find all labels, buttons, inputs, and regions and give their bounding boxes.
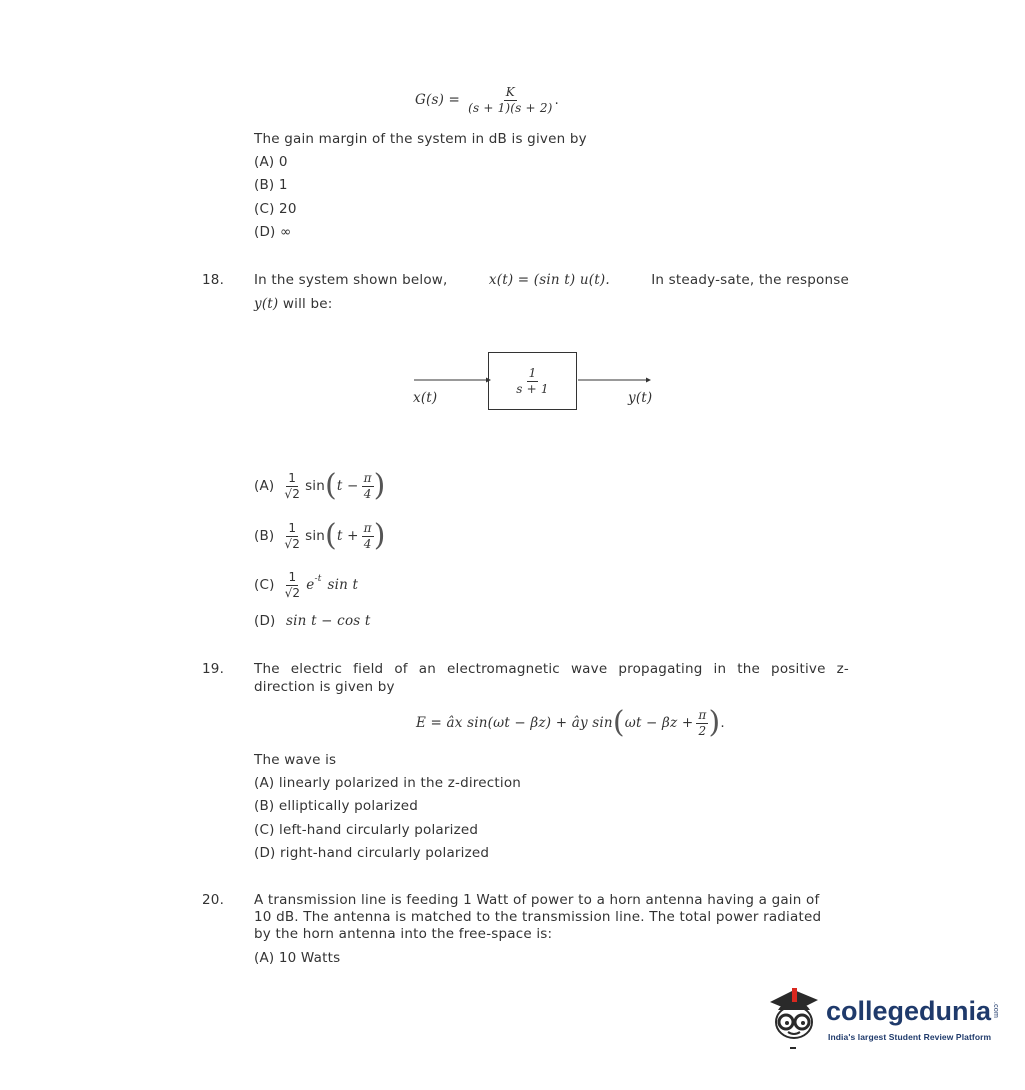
- q18-stem-will-be: will be:: [282, 296, 333, 312]
- q19-option-d: (D) right-hand circularly polarized: [254, 845, 490, 861]
- q19-wave-is: The wave is: [254, 752, 337, 768]
- q18-option-b-coef-num: 1: [288, 520, 297, 535]
- q18-option-a-pi-frac: [362, 472, 374, 501]
- q18-option-a-coef: [282, 472, 302, 501]
- q18-number: 18.: [202, 272, 225, 288]
- q18-stem-start: In the system shown below,: [254, 272, 448, 288]
- q18-option-b-coef-den: √2: [284, 536, 301, 551]
- q18-stem-end: In steady-sate, the response: [651, 272, 849, 288]
- q20-line3: by the horn antenna into the free-space is:: [254, 926, 553, 942]
- q18-option-c: [254, 564, 358, 606]
- q17-option-a: (A) 0: [254, 154, 288, 170]
- q18-option-b: [254, 515, 386, 557]
- q17-option-c: (C) 20: [254, 201, 297, 217]
- q19-eq-pi: π: [698, 707, 707, 722]
- q17-g-den: (s + 1)(s + 2): [468, 100, 553, 115]
- logo-brand-text: collegedunia: [826, 996, 992, 1026]
- q18-option-a-coef-num: 1: [288, 470, 297, 485]
- q18-stem-line1: [254, 272, 849, 288]
- q19-eq-lparen: (: [612, 705, 625, 740]
- q17-option-b: (B) 1: [254, 177, 288, 193]
- q18-option-c-exp-sup: -t: [314, 574, 322, 584]
- q20-line2: 10 dB. The antenna is matched to the transmission line. The total power radiated: [254, 909, 822, 925]
- q19-number: 19.: [202, 661, 225, 677]
- q18-option-b-coef: [282, 522, 302, 551]
- q18-option-c-coef-num: 1: [288, 569, 297, 584]
- q18-input-label: x(t): [413, 390, 438, 406]
- q18-block-den: s + 1: [516, 381, 549, 396]
- q18-option-a: [254, 465, 386, 507]
- q18-option-a-pi: π: [363, 470, 372, 485]
- q18-option-c-label: (C): [254, 577, 275, 593]
- logo-brand: [826, 996, 999, 1027]
- q18-option-b-arg: t +: [336, 528, 359, 544]
- q18-option-c-coef: [283, 571, 303, 600]
- q18-stem-math: x(t) = (sin t) u(t).: [488, 272, 610, 288]
- q18-option-a-arg: t −: [336, 478, 359, 494]
- q18-output-label: y(t): [628, 390, 653, 406]
- q18-block-num: 1: [528, 365, 537, 380]
- q17-option-d: (D) ∞: [254, 224, 292, 240]
- q19-field-equation: [416, 702, 725, 744]
- q18-output-arrowhead: [646, 378, 651, 383]
- q18-option-a-fn: sin: [305, 478, 326, 494]
- q19-option-b: (B) elliptically polarized: [254, 798, 419, 814]
- q18-option-c-exp: e: [306, 577, 315, 593]
- q20-line1: A transmission line is feeding 1 Watt of power to a horn antenna having a gain of: [254, 892, 820, 908]
- q18-option-a-four: 4: [363, 486, 372, 501]
- q18-option-d-label: (D): [254, 613, 276, 629]
- q18-transfer-block: [488, 352, 577, 410]
- q18-option-d-expr: sin t − cos t: [286, 613, 371, 629]
- q17-g-label: G(s) =: [415, 92, 461, 108]
- q18-option-c-fn: sin t: [327, 577, 359, 593]
- q18-option-a-label: (A): [254, 478, 275, 494]
- q19-option-c: (C) left-hand circularly polarized: [254, 822, 479, 838]
- q18-option-b-rparen: ): [373, 518, 386, 553]
- q19-stem-line2: direction is given by: [254, 679, 395, 695]
- q19-option-a: (A) linearly polarized in the z-direction: [254, 775, 522, 791]
- mascot-logo-icon: [764, 982, 826, 1054]
- q17-transfer-function: [415, 80, 559, 120]
- q18-option-b-four: 4: [363, 536, 372, 551]
- logo-tagline: India's largest Student Review Platform: [828, 1032, 992, 1042]
- q17-g-num: K: [505, 84, 515, 99]
- q19-eq-period: .: [720, 715, 725, 731]
- q18-option-b-lparen: (: [325, 518, 337, 553]
- q19-eq-pi-frac: [696, 709, 708, 738]
- q20-option-a: (A) 10 Watts: [254, 950, 341, 966]
- q18-y-of-t: y(t): [254, 296, 279, 312]
- q20-number: 20.: [202, 892, 225, 908]
- q17-g-period: .: [554, 92, 560, 108]
- q18-option-b-fn: sin: [305, 528, 326, 544]
- q18-option-a-lparen: (: [325, 468, 337, 503]
- q18-stem-line2: [254, 296, 333, 312]
- q18-option-b-pi: π: [363, 520, 372, 535]
- q19-eq-part1: E = âx sin(ωt − βz) + ây sin: [416, 715, 613, 731]
- logo-brand-suffix: .com: [992, 1002, 1000, 1018]
- q18-option-a-rparen: ): [373, 468, 386, 503]
- q18-option-d: [254, 613, 371, 629]
- q18-option-a-coef-den: √2: [284, 486, 301, 501]
- q17-stem: The gain margin of the system in dB is given by: [254, 131, 587, 147]
- q19-stem-line1: The electric field of an electromagnetic wave propagating in the positive z-: [254, 661, 849, 677]
- q18-option-b-pi-frac: [362, 522, 374, 551]
- q19-eq-rparen: ): [708, 705, 721, 740]
- q18-block-fraction: [514, 367, 550, 396]
- q17-g-fraction: [466, 86, 554, 115]
- q18-option-c-coef-den: √2: [284, 585, 301, 600]
- q19-eq-two: 2: [698, 723, 707, 738]
- q18-option-b-label: (B): [254, 528, 275, 544]
- q19-eq-part2: ωt − βz +: [624, 715, 694, 731]
